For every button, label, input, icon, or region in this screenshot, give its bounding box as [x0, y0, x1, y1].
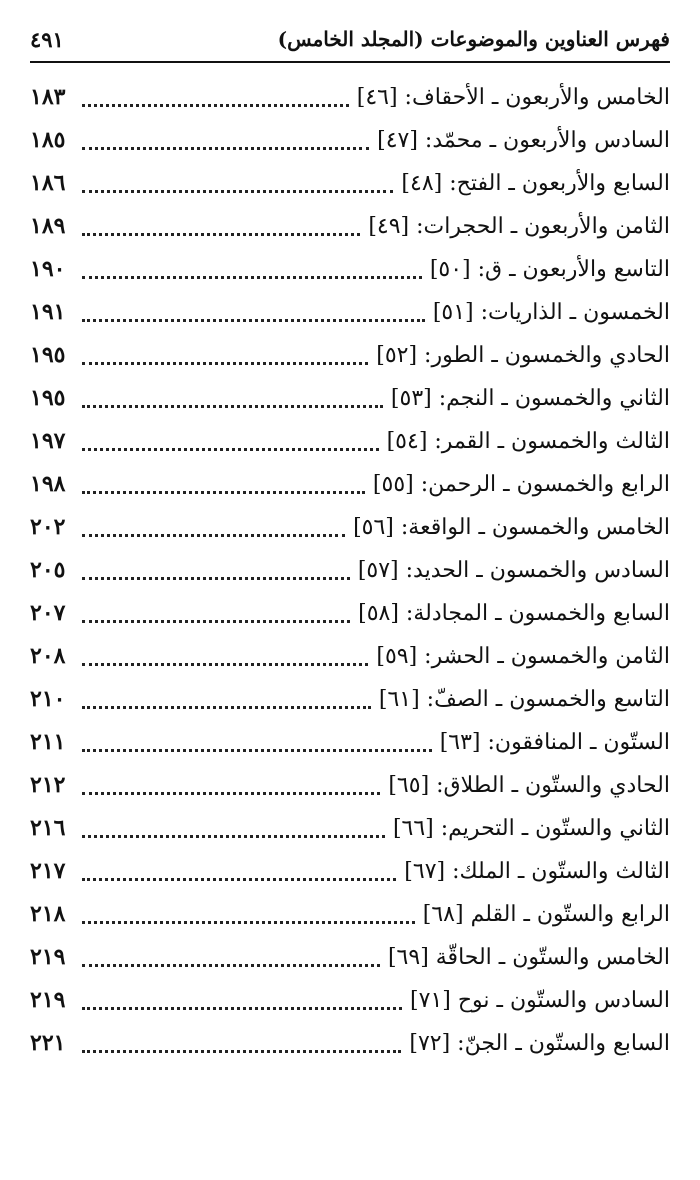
dot-leader — [82, 921, 415, 924]
page-number: ٤٩١ — [30, 26, 64, 52]
toc-row — [30, 1022, 670, 1065]
toc-entry-title: الثالث والستّون ـ الملك: [٦٧] — [404, 859, 670, 884]
toc-page-number: ٢٠٢ — [30, 514, 66, 540]
toc-row — [30, 635, 670, 678]
toc-entry-title: التاسع والأربعون ـ ق: [٥٠] — [429, 257, 670, 282]
toc-row — [30, 721, 670, 764]
toc-entry-title: الثاني والستّون ـ التحريم: [٦٦] — [392, 816, 670, 841]
toc-page-number: ٢١٧ — [30, 858, 66, 884]
toc-row — [30, 334, 670, 377]
toc-entry-title: الرابع والخمسون ـ الرحمن: [٥٥] — [372, 472, 670, 497]
toc-row — [30, 893, 670, 936]
toc-entry-title: السادس والخمسون ـ الحديد: [٥٧] — [357, 558, 670, 583]
toc-page-number: ٢١١ — [30, 729, 66, 755]
toc-page-number: ١٩١ — [30, 299, 66, 325]
table-of-contents — [30, 76, 670, 1065]
toc-page-number: ٢١٠ — [30, 686, 66, 712]
toc-row — [30, 76, 670, 119]
dot-leader — [82, 577, 350, 580]
toc-page-number: ١٩٨ — [30, 471, 66, 497]
toc-row — [30, 979, 670, 1022]
dot-leader — [82, 792, 380, 795]
toc-page-number: ٢١٩ — [30, 987, 66, 1013]
toc-entry-title: السابع والستّون ـ الجنّ: [٧٢] — [409, 1031, 670, 1056]
dot-leader — [82, 706, 371, 709]
dot-leader — [82, 964, 380, 967]
dot-leader — [82, 147, 369, 150]
dot-leader — [82, 276, 422, 279]
dot-leader — [82, 878, 396, 881]
toc-page-number: ٢١٢ — [30, 772, 66, 798]
toc-entry-title: الخامس والخمسون ـ الواقعة: [٥٦] — [353, 515, 670, 540]
dot-leader — [82, 663, 368, 666]
toc-row — [30, 592, 670, 635]
toc-page-number: ١٨٦ — [30, 170, 66, 196]
toc-page-number: ١٩٠ — [30, 256, 66, 282]
toc-page-number: ١٨٣ — [30, 84, 66, 110]
toc-row — [30, 291, 670, 334]
toc-page-number: ٢١٩ — [30, 944, 66, 970]
toc-page-number: ٢٠٧ — [30, 600, 66, 626]
toc-entry-title: السابع والخمسون ـ المجادلة: [٥٨] — [358, 601, 670, 626]
toc-row — [30, 248, 670, 291]
dot-leader — [82, 1007, 402, 1010]
dot-leader — [82, 405, 383, 408]
toc-row — [30, 377, 670, 420]
toc-page-number: ٢٠٥ — [30, 557, 66, 583]
toc-entry-title: الخامس والستّون ـ الحاقّة [٦٩] — [387, 945, 670, 970]
dot-leader — [82, 233, 360, 236]
dot-leader — [82, 835, 385, 838]
toc-row — [30, 420, 670, 463]
dot-leader — [82, 104, 349, 107]
toc-entry-title: السادس والستّون ـ نوح [٧١] — [410, 988, 670, 1013]
dot-leader — [82, 448, 379, 451]
toc-page-number: ٢١٨ — [30, 901, 66, 927]
dot-leader — [82, 190, 393, 193]
toc-page-number: ٢٠٨ — [30, 643, 66, 669]
toc-row — [30, 936, 670, 979]
toc-row — [30, 119, 670, 162]
toc-row — [30, 463, 670, 506]
toc-row — [30, 678, 670, 721]
toc-entry-title: الخامس والأربعون ـ الأحقاف: [٤٦] — [356, 85, 670, 110]
toc-page-number: ٢٢١ — [30, 1030, 66, 1056]
toc-entry-title: الحادي والخمسون ـ الطور: [٥٢] — [376, 343, 670, 368]
toc-entry-title: الرابع والستّون ـ القلم [٦٨] — [422, 902, 670, 927]
toc-entry-title: السادس والأربعون ـ محمّد: [٤٧] — [377, 128, 670, 153]
toc-entry-title: الخمسون ـ الذاريات: [٥١] — [432, 300, 670, 325]
toc-entry-title: الثاني والخمسون ـ النجم: [٥٣] — [390, 386, 670, 411]
dot-leader — [82, 749, 432, 752]
toc-entry-title: الحادي والستّون ـ الطلاق: [٦٥] — [388, 773, 670, 798]
toc-page-number: ١٩٧ — [30, 428, 66, 454]
dot-leader — [82, 534, 345, 537]
running-header — [30, 18, 670, 60]
dot-leader — [82, 1050, 401, 1053]
toc-row — [30, 205, 670, 248]
header-rule — [30, 61, 670, 63]
toc-row — [30, 764, 670, 807]
toc-page-number: ١٨٩ — [30, 213, 66, 239]
toc-entry-title: الستّون ـ المنافقون: [٦٣] — [439, 730, 670, 755]
toc-page-number: ١٩٥ — [30, 385, 66, 411]
dot-leader — [82, 491, 365, 494]
toc-page-number: ١٨٥ — [30, 127, 66, 153]
toc-row — [30, 549, 670, 592]
toc-row — [30, 807, 670, 850]
toc-row — [30, 850, 670, 893]
toc-entry-title: التاسع والخمسون ـ الصفّ: [٦١] — [378, 687, 670, 712]
toc-row — [30, 506, 670, 549]
toc-entry-title: الثامن والأربعون ـ الحجرات: [٤٩] — [368, 214, 670, 239]
dot-leader — [82, 362, 368, 365]
header-title: فهرس العناوين والموضوعات (المجلد الخامس) — [277, 27, 670, 51]
toc-entry-title: الثالث والخمسون ـ القمر: [٥٤] — [386, 429, 670, 454]
toc-page-number: ١٩٥ — [30, 342, 66, 368]
dot-leader — [82, 319, 425, 322]
toc-entry-title: الثامن والخمسون ـ الحشر: [٥٩] — [376, 644, 670, 669]
toc-page-number: ٢١٦ — [30, 815, 66, 841]
toc-row — [30, 162, 670, 205]
toc-entry-title: السابع والأربعون ـ الفتح: [٤٨] — [401, 171, 670, 196]
dot-leader — [82, 620, 350, 623]
